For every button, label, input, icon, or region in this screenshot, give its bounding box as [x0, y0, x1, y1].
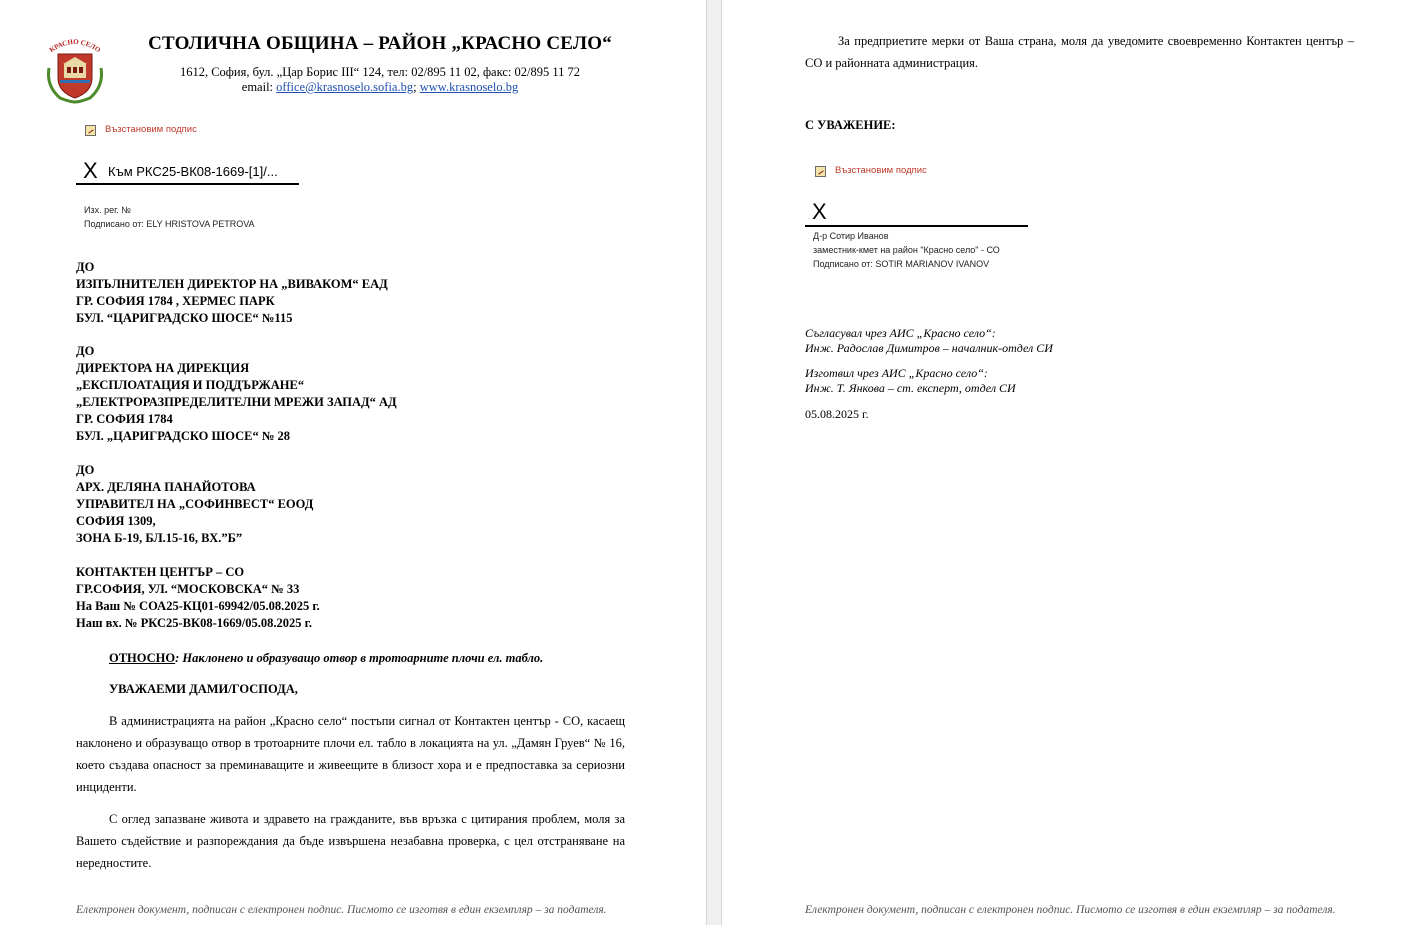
agreed-by: Инж. Радослав Димитров – началник-отдел СИ: [805, 341, 1053, 355]
regards-label: С УВАЖЕНИЕ:: [805, 118, 896, 132]
recipient-line: ГР.СОФИЯ, УЛ. “МОСКОВСКА“ № 33: [76, 582, 300, 596]
paragraph-rest: СО и районната администрация.: [805, 56, 979, 70]
signature-line: [76, 183, 299, 185]
recipient-block-3: [76, 462, 313, 547]
recipient-block-4: [76, 564, 320, 632]
recipient-line: ГР. СОФИЯ 1784 , ХЕРМЕС ПАРК: [76, 294, 275, 308]
municipality-crest-icon: [44, 38, 106, 104]
page-footer: Електронен документ, подписан с електронен подпис. Писмото се изготвя в един екземпляр – за подателя.: [76, 904, 607, 916]
recipient-line: „ЕКСПЛОАТАЦИЯ И ПОДДЪРЖАНЕ“: [76, 378, 305, 392]
restore-signature-label[interactable]: Възстановим подпис: [105, 124, 197, 135]
paragraph-first-line: В администрацията на район „Красно село“ постъпи сигнал от Контактен център - СО, касаещ: [109, 714, 625, 728]
signature-details: [813, 229, 1000, 271]
signature-icon[interactable]: [815, 166, 826, 177]
crest-lettering: КРАСНО СЕЛО: [47, 38, 102, 55]
prepared-by: Инж. Т. Янкова – ст. експерт, отдел СИ: [805, 381, 1016, 395]
recipient-line: БУЛ. „ЦАРИГРАДСКО ШОСЕ“ № 28: [76, 429, 291, 443]
subject-text: : Наклонено и образуващо отвор в тротоарните плочи ел. табло.: [175, 651, 544, 665]
recipient-line: ДО: [76, 260, 95, 274]
email-link[interactable]: office@krasnoselo.sofia.bg: [276, 80, 414, 94]
email-label: email:: [241, 80, 277, 94]
municipality-address: 1612, София, бул. „Цар Борис III“ 124, тел: 02/895 11 02, факс: 02/895 11 72: [179, 65, 581, 79]
signed-by-text: Подписано от: SOTIR MARIANOV IVANOV: [813, 259, 990, 269]
signature-details: [84, 203, 255, 231]
recipient-block-2: [76, 343, 397, 445]
recipient-line: На Ваш № СОА25-КЦ01-69942/05.08.2025 г.: [76, 599, 320, 613]
signature-line: [805, 225, 1028, 227]
recipient-line: УПРАВИТЕЛ НА „СОФИНВЕСТ“ ЕООД: [76, 497, 314, 511]
contact-line: [110, 80, 650, 95]
recipient-line: ЗОНА Б-19, БЛ.15-16, ВХ.”Б”: [76, 531, 243, 545]
signer-name: Д-р Сотир Иванов: [813, 231, 889, 241]
signer-position: заместник-кмет на район "Красно село" - СО: [813, 245, 1000, 255]
svg-text:КРАСНО СЕЛО: [48, 38, 102, 54]
recipient-line: ГР. СОФИЯ 1784: [76, 412, 173, 426]
website-link[interactable]: www.krasnoselo.bg: [419, 80, 519, 94]
recipient-line: ДО: [76, 463, 95, 477]
signed-by-text: Подписано от: ELY HRISTOVA PETROVA: [84, 219, 255, 229]
body-paragraph-2: [76, 808, 625, 874]
signature-reference: Към РКС25-ВК08-1669-[1]/...: [108, 164, 278, 179]
paragraph-first-line: С оглед запазване живота и здравето на гражданите, във връзка с цитирания проблем, моля за: [109, 812, 625, 826]
signature-x-mark[interactable]: X: [812, 199, 827, 224]
municipality-title: СТОЛИЧНА ОБЩИНА – РАЙОН „КРАСНО СЕЛО“: [148, 33, 612, 54]
signature-icon[interactable]: [85, 125, 96, 136]
recipient-line: АРХ. ДЕЛЯНА ПАНАЙОТОВА: [76, 480, 256, 494]
agreed-label: Съгласувал чрез АИС „Красно село“:: [805, 326, 996, 340]
recipient-line: ДИРЕКТОРА НА ДИРЕКЦИЯ: [76, 361, 250, 375]
document-date: 05.08.2025 г.: [805, 407, 869, 421]
agreed-block: [805, 326, 1053, 356]
recipient-line: ДО: [76, 344, 95, 358]
recipient-line: ИЗПЪЛНИТЕЛЕН ДИРЕКТОР НА „ВИВАКОМ“ ЕАД: [76, 277, 388, 291]
document-page-2: [722, 0, 1422, 925]
closing-paragraph: [805, 30, 1354, 74]
subject-label: ОТНОСНО: [109, 651, 176, 665]
document-page-1: [0, 0, 706, 925]
recipient-line: КОНТАКТЕН ЦЕНТЪР – СО: [76, 565, 245, 579]
recipient-line: „ЕЛЕКТРОРАЗПРЕДЕЛИТЕЛНИ МРЕЖИ ЗАПАД“ АД: [76, 395, 397, 409]
restore-signature-label[interactable]: Възстановим подпис: [835, 165, 927, 176]
page-footer: Електронен документ, подписан с електронен подпис. Писмото се изготвя в един екземпляр – за подателя.: [805, 904, 1336, 916]
signature-x-mark[interactable]: X: [83, 158, 98, 183]
municipality-contacts: [110, 65, 650, 95]
salutation: УВАЖАЕМИ ДАМИ/ГОСПОДА,: [109, 682, 298, 696]
body-paragraph-1: [76, 710, 625, 798]
recipient-block-1: [76, 259, 388, 327]
link-separator: ;: [413, 80, 420, 94]
prepared-block: [805, 366, 1016, 396]
recipient-line: СОФИЯ 1309,: [76, 514, 156, 528]
outgoing-reg-label: Изх. рег. №: [84, 205, 131, 215]
recipient-line: Наш вх. № РКС25-ВК08-1669/05.08.2025 г.: [76, 616, 312, 630]
page-gutter: [706, 0, 722, 925]
prepared-label: Изготвил чрез АИС „Красно село“:: [805, 366, 988, 380]
paragraph-rest: наклонено и образуващо отвор в тротоарните плочи ел. табло в локацията на ул. „Дамян Груев“ № 16, което създава опасност за преминаващите и живеещите в близост хора и е предпоставка за сериозни инциденти.: [76, 736, 625, 794]
subject-line: [109, 651, 543, 666]
paragraph-rest: Вашето съдействие и разпореждания да бъде извършена незабавна проверка, с цел отстраняване на нередностите.: [76, 834, 625, 870]
recipient-line: БУЛ. “ЦАРИГРАДСКО ШОСЕ“ №115: [76, 311, 293, 325]
paragraph-first-line: За предприетите мерки от Ваша страна, моля да уведомите своевременно Контактен център –: [838, 34, 1354, 48]
